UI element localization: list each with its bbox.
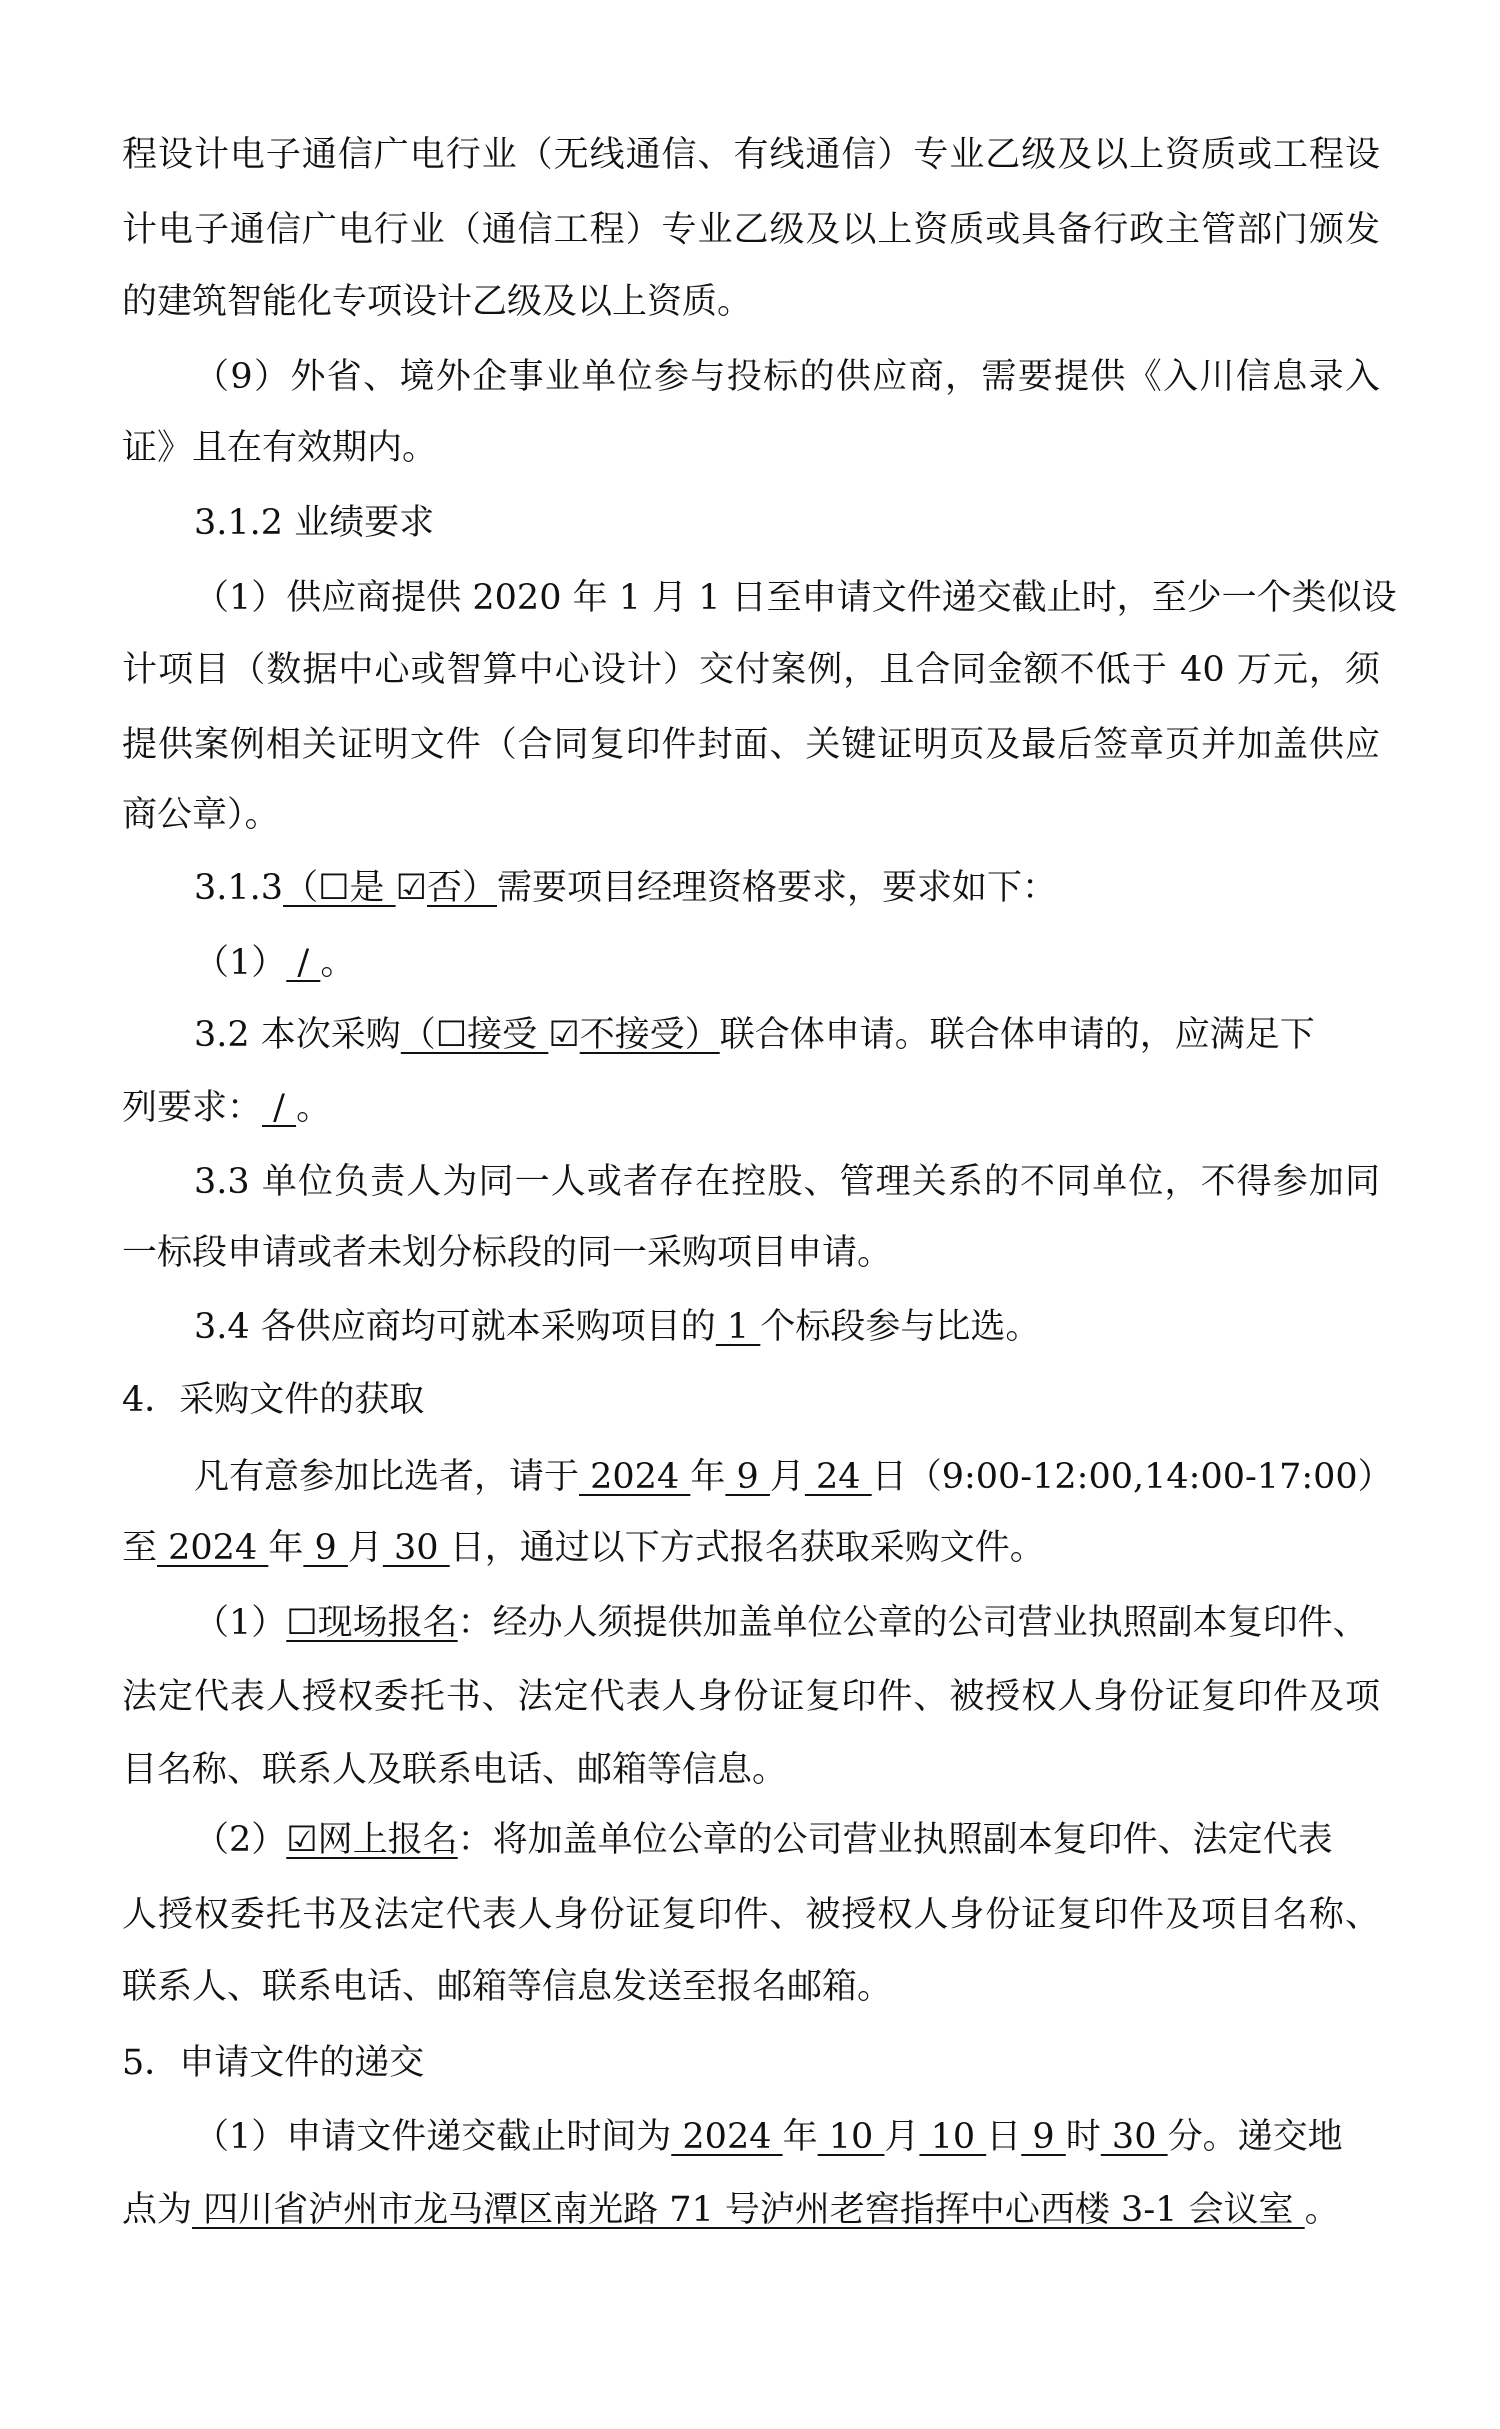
text-line	[194, 998, 1380, 1072]
text-segment: 一标段申请或者未划分标段的同一采购项目申请。	[122, 1233, 893, 1273]
text-segment: 日	[986, 2117, 1022, 2157]
text-segment: ☑	[395, 868, 427, 908]
text-line	[194, 926, 1380, 1000]
underlined-field-text: 2024	[671, 2117, 783, 2157]
text-segment: （1）	[194, 943, 287, 983]
text-segment: （1）供应商提供 2020 年 1 月 1 日至申请文件递交截止时，至少一个类似设	[194, 578, 1397, 618]
underlined-field-text: ☑网上报名	[286, 1820, 458, 1860]
underlined-field-text: 10	[817, 2117, 885, 2157]
text-line	[122, 778, 1380, 852]
text-segment: 分。递交地	[1167, 2117, 1343, 2157]
text-line	[194, 340, 1380, 414]
text-line	[122, 1511, 1380, 1585]
text-segment: 程设计电子通信广电行业（无线通信、有线通信）专业乙级及以上资质或工程设	[122, 135, 1380, 175]
text-line	[122, 1216, 1380, 1290]
text-segment: 法定代表人授权委托书、法定代表人身份证复印件、被授权人身份证复印件及项	[122, 1677, 1380, 1717]
underlined-field-text: ☐现场报名	[286, 1603, 458, 1643]
text-segment: 日，通过以下方式报名获取采购文件。	[449, 1528, 1045, 1568]
text-line	[194, 1290, 1380, 1364]
text-segment: 联系人、联系电话、邮箱等信息发送至报名邮箱。	[122, 1967, 893, 2007]
text-segment: 计电子通信广电行业（通信工程）专业乙级及以上资质或具备行政主管部门颁发	[122, 210, 1380, 250]
text-segment: 的建筑智能化专项设计乙级及以上资质。	[122, 282, 753, 322]
text-segment: 个标段参与比选。	[760, 1307, 1041, 1347]
text-segment: 年	[268, 1528, 304, 1568]
text-segment: ：经办人须提供加盖单位公章的公司营业执照副本复印件、	[457, 1603, 1368, 1643]
text-line	[194, 1440, 1393, 1514]
underlined-field-text: 1	[715, 1307, 761, 1347]
text-line	[122, 1950, 1380, 2024]
text-line	[122, 633, 1380, 707]
underlined-field-text: 四川省泸州市龙马潭区南光路 71 号泸州老窖指挥中心西楼 3-1 会议室	[192, 2190, 1305, 2230]
text-segment: 需要项目经理资格要求，要求如下：	[496, 868, 1057, 908]
text-segment: 人授权委托书及法定代表人身份证复印件、被授权人身份证复印件及项目名称、	[122, 1895, 1380, 1935]
text-segment: 计项目（数据中心或智算中心设计）交付案例，且合同金额不低于 40 万元，须	[122, 650, 1380, 690]
text-segment: 3.4 各供应商均可就本采购项目的	[194, 1307, 716, 1347]
text-segment: （9）外省、境外企事业单位参与投标的供应商，需要提供《入川信息录入	[194, 357, 1380, 397]
underlined-field-text: 否）	[426, 868, 497, 908]
text-line	[194, 851, 1380, 925]
text-segment: 月	[884, 2117, 920, 2157]
text-line	[122, 118, 1380, 192]
text-segment: 年	[782, 2117, 818, 2157]
text-segment: 商公章）。	[122, 795, 280, 835]
text-line	[122, 1733, 1380, 1807]
text-line	[122, 265, 1380, 339]
text-segment: （1）	[194, 1603, 287, 1643]
underlined-field-text: 不接受）	[579, 1015, 720, 1055]
text-segment: 凡有意参加比选者，请于	[194, 1457, 580, 1497]
text-line	[194, 486, 1380, 560]
text-line	[194, 1803, 1380, 1877]
text-segment: 目名称、联系人及联系电话、邮箱等信息。	[122, 1750, 788, 1790]
underlined-field-text: （☐接受	[400, 1015, 549, 1055]
text-segment: 联合体申请。联合体申请的，应满足下	[719, 1015, 1315, 1055]
text-segment: 3.3 单位负责人为同一人或者存在控股、管理关系的不同单位，不得参加同	[194, 1162, 1380, 1202]
text-segment: 月	[347, 1528, 383, 1568]
text-segment: ：将加盖单位公章的公司营业执照副本复印件、法定代表	[457, 1820, 1333, 1860]
text-segment: 证》且在有效期内。	[122, 428, 438, 468]
text-segment: 3.1.3	[194, 868, 284, 908]
underlined-field-text: 9	[725, 1457, 770, 1497]
underlined-field-text: 9	[303, 1528, 348, 1568]
text-segment: 。	[1304, 2190, 1340, 2230]
text-segment: 列要求：	[122, 1088, 263, 1128]
text-line	[194, 561, 1397, 635]
underlined-field-text: 24	[804, 1457, 872, 1497]
text-segment: 点为	[122, 2190, 193, 2230]
underlined-field-text: /	[262, 1088, 297, 1128]
text-line	[122, 1878, 1380, 1952]
underlined-field-text: 30	[382, 1528, 450, 1568]
text-line	[122, 2173, 1380, 2247]
text-segment: 4．采购文件的获取	[122, 1380, 425, 1420]
text-segment: 提供案例相关证明文件（合同复印件封面、关键证明页及最后签章页并加盖供应	[122, 725, 1380, 765]
underlined-field-text: 2024	[157, 1528, 269, 1568]
underlined-field-text: 2024	[579, 1457, 691, 1497]
underlined-field-text: 9	[1021, 2117, 1066, 2157]
text-segment: ☑	[548, 1015, 580, 1055]
text-line	[122, 1071, 1380, 1145]
text-segment: （2）	[194, 1820, 287, 1860]
text-line	[122, 193, 1380, 267]
text-line	[194, 1145, 1380, 1219]
text-segment: 时	[1065, 2117, 1101, 2157]
text-segment: 日（9:00-12:00,14:00-17:00）	[871, 1457, 1393, 1497]
underlined-field-text: （☐是	[283, 868, 396, 908]
text-segment: 月	[769, 1457, 805, 1497]
text-segment: 年	[690, 1457, 726, 1497]
text-line	[122, 708, 1380, 782]
text-segment: 至	[122, 1528, 158, 1568]
text-segment: 3.2 本次采购	[194, 1015, 401, 1055]
underlined-field-text: 30	[1100, 2117, 1168, 2157]
text-line	[122, 1660, 1380, 1734]
text-segment: 3.1.2 业绩要求	[194, 503, 435, 543]
text-segment: 。	[320, 943, 356, 983]
text-line	[122, 1363, 1380, 1437]
text-line	[194, 2100, 1380, 2174]
text-line	[194, 1586, 1380, 1660]
text-line	[122, 411, 1380, 485]
underlined-field-text: 10	[919, 2117, 987, 2157]
text-segment: 5．申请文件的递交	[122, 2043, 425, 2083]
text-segment: （1）申请文件递交截止时间为	[194, 2117, 672, 2157]
text-line	[122, 2026, 1380, 2100]
underlined-field-text: /	[286, 943, 321, 983]
text-segment: 。	[296, 1088, 332, 1128]
